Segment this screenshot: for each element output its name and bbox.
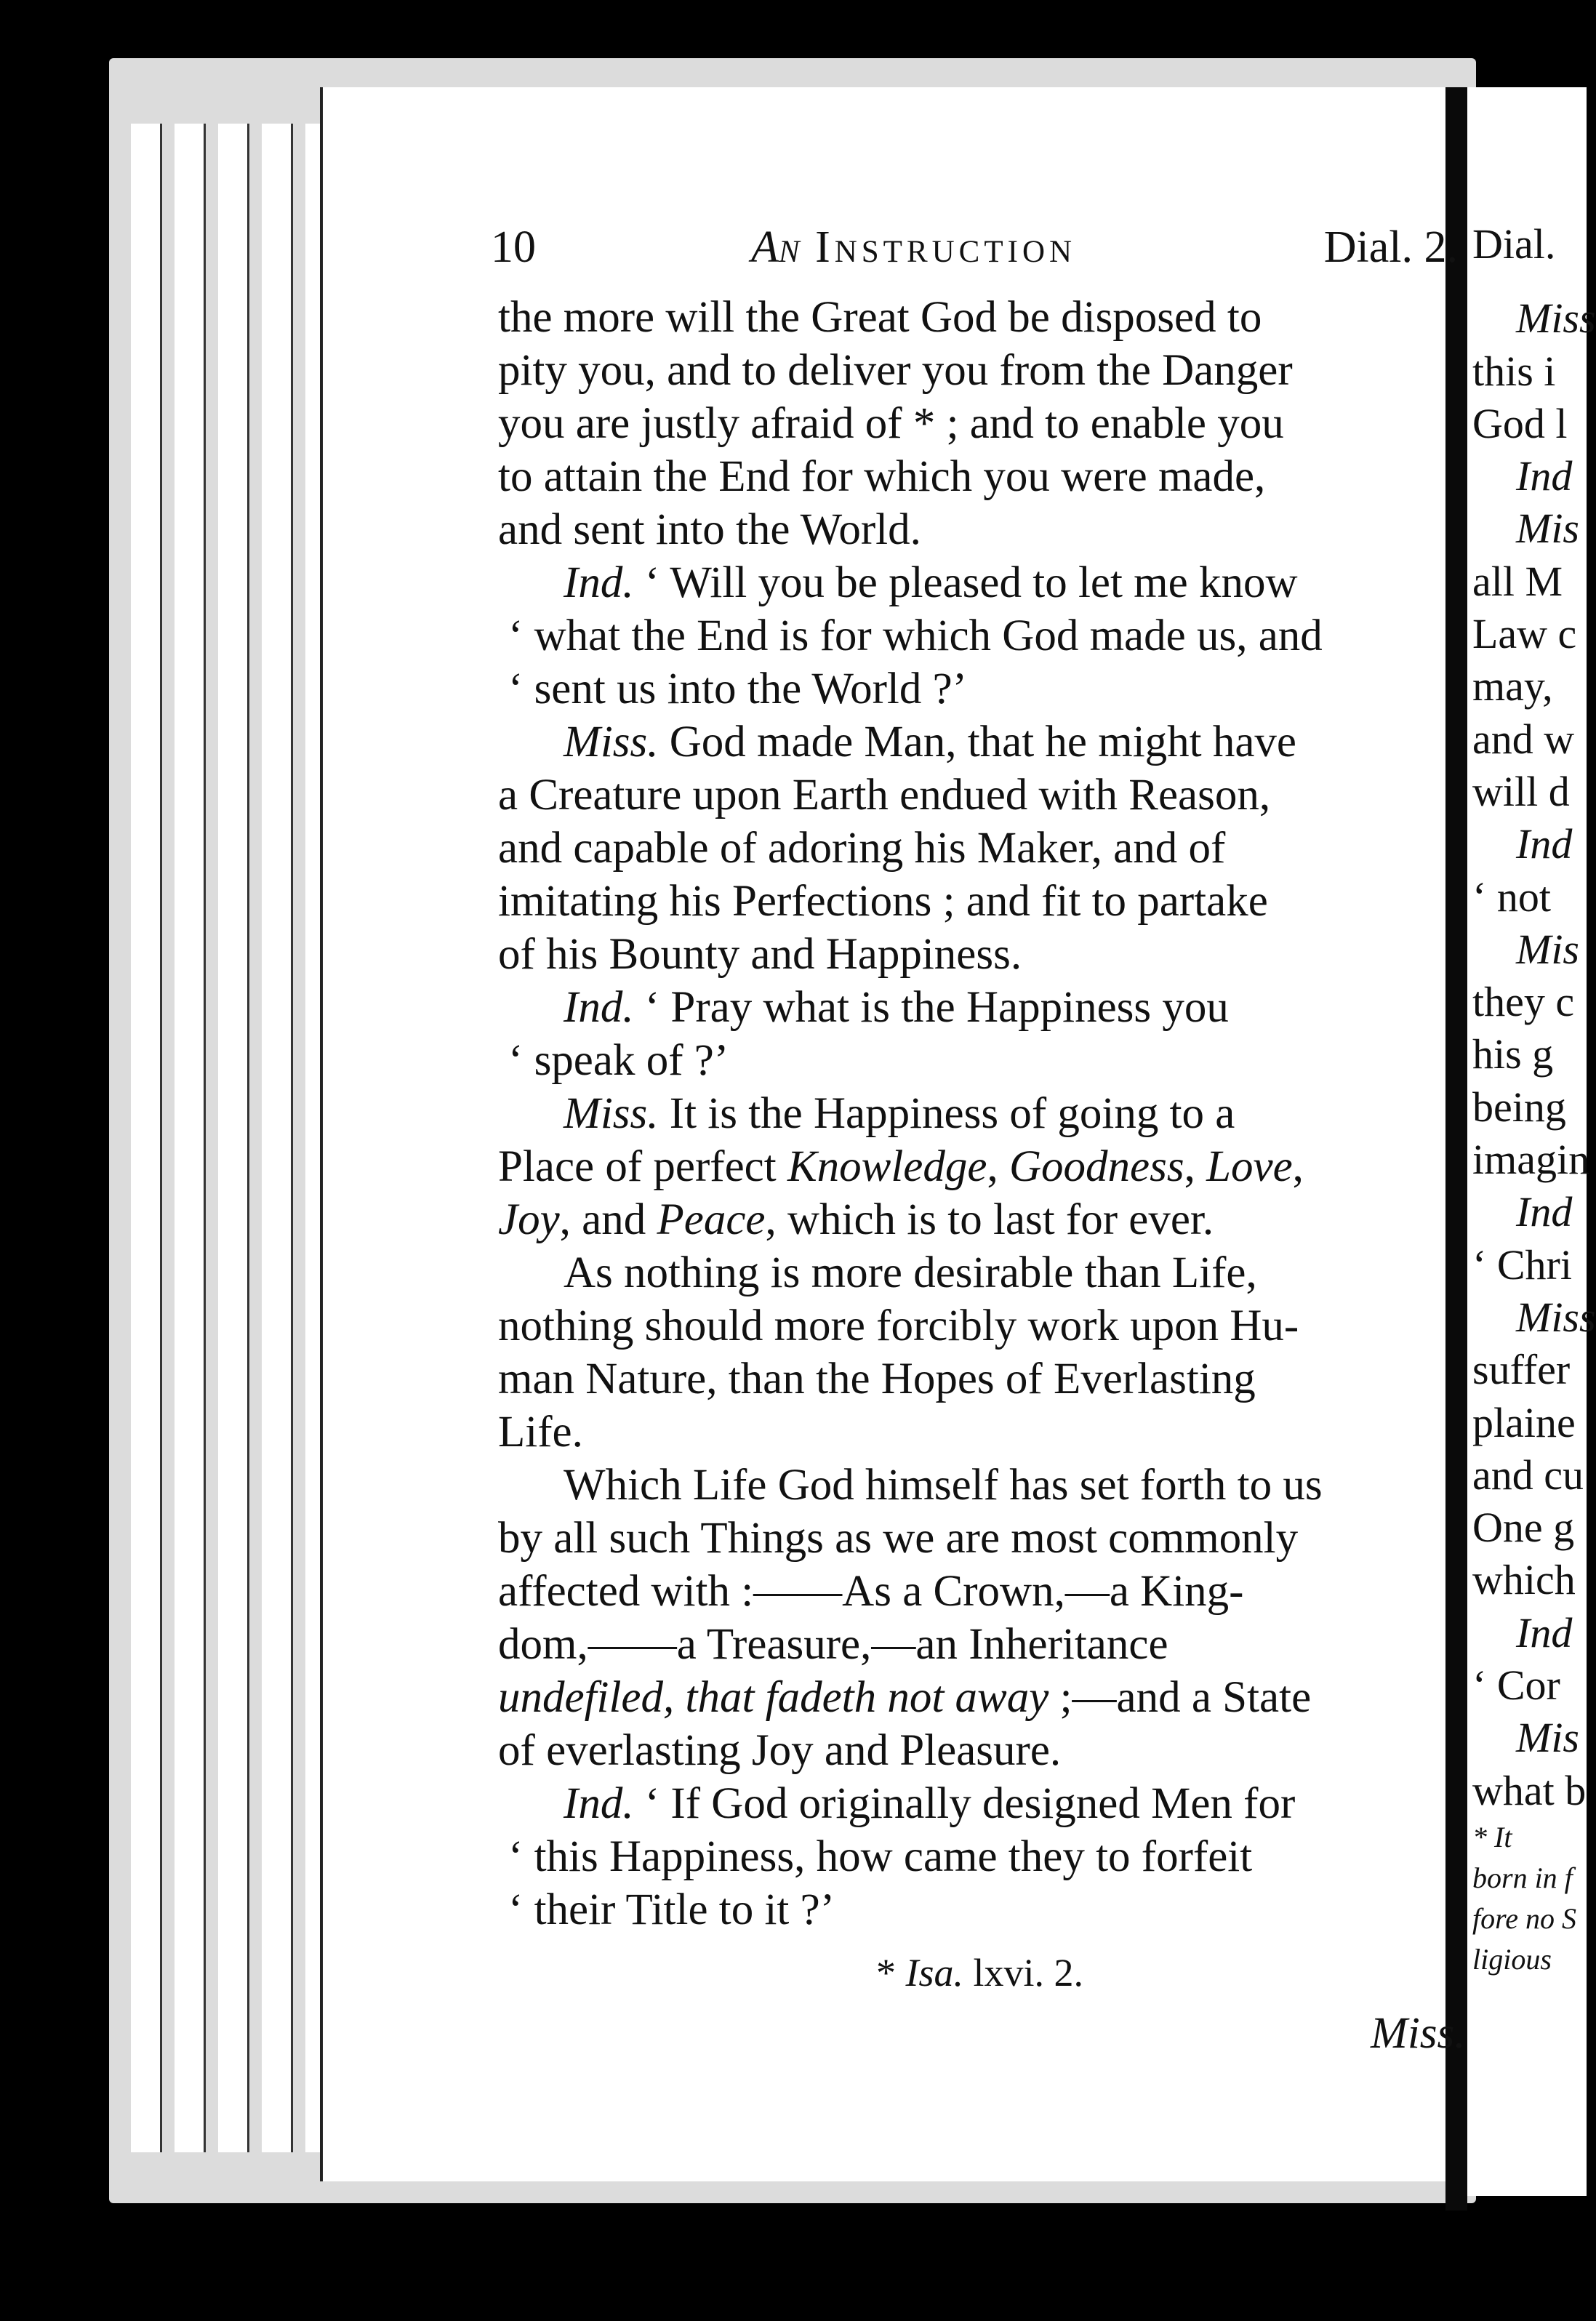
text-line: nothing should more forcibly work upon Hu- [498, 1302, 1299, 1350]
right-text-line: One g [1472, 1504, 1575, 1552]
right-footnote-line: fore no S [1472, 1901, 1576, 1935]
right-footnote-line: born in f [1472, 1861, 1573, 1894]
right-footnote-line: * It [1472, 1820, 1512, 1853]
dialogue-label: Dial. 2. [1323, 223, 1458, 272]
right-page-text [1472, 218, 1596, 1980]
right-text-line: which [1472, 1556, 1576, 1604]
right-footnote-line: ligious [1472, 1942, 1552, 1976]
right-text-line: Ind [1516, 1188, 1573, 1236]
right-text-line: Law c [1472, 610, 1577, 658]
right-text-line: his g [1472, 1030, 1554, 1078]
right-running-head: Dial. [1472, 220, 1556, 268]
speaker-label: Ind. [564, 558, 634, 607]
right-text-line: ‘ Cor [1472, 1661, 1560, 1709]
right-text-line: what b [1472, 1766, 1587, 1814]
text-line: imitating his Perfections ; and fit to partake [498, 877, 1268, 926]
page-body-text [498, 291, 1466, 2060]
text-line: and sent into the World. [498, 505, 921, 554]
text-line: Place of perfect Knowledge, Goodness, Love, [498, 1142, 1304, 1191]
right-text-line: will d [1472, 767, 1570, 815]
running-head [491, 222, 1458, 273]
footnote: * Isa. lxvi. 2. [876, 1951, 1084, 1995]
right-text-line: Ind [1516, 1608, 1573, 1656]
text-line: Ind. ‘ Will you be pleased to let me know [564, 558, 1298, 607]
text-line: man Nature, than the Hopes of Everlasting [498, 1355, 1256, 1403]
right-text-line: ‘ not [1472, 873, 1551, 921]
right-text-line: this i [1472, 347, 1556, 395]
text-line: to attain the End for which you were made, [498, 452, 1266, 501]
right-text-line: all M [1472, 557, 1563, 605]
running-title: An Instruction [751, 223, 1077, 272]
text-line: As nothing is more desirable than Life, [564, 1248, 1257, 1297]
right-text-line: ‘ Chri [1472, 1240, 1572, 1288]
right-text-line: suffer [1472, 1346, 1571, 1394]
right-text-line: they c [1472, 978, 1575, 1026]
text-line: of his Bounty and Happiness. [498, 930, 1022, 979]
text-line: ‘ their Title to it ?’ [508, 1885, 835, 1934]
page-edge [175, 124, 206, 2152]
right-text-line: plaine [1472, 1398, 1576, 1446]
text-line: a Creature upon Earth endued with Reason, [498, 771, 1271, 819]
right-text-line: Mis [1516, 505, 1579, 553]
text-line: the more will the Great God be disposed to [498, 293, 1262, 342]
right-text-line: being [1472, 1083, 1566, 1131]
text-line: Joy, and Peace, which is to last for ever. [498, 1195, 1214, 1244]
text-line: ‘ what the End is for which God made us, and [508, 612, 1323, 660]
speaker-label: Miss. [564, 718, 659, 766]
text-line: ‘ speak of ?’ [508, 1036, 729, 1085]
catchword: Miss. [1371, 2009, 1466, 2058]
page-edge [131, 124, 162, 2152]
right-text-line: Ind [1516, 452, 1573, 500]
text-line: and capable of adoring his Maker, and of [498, 824, 1226, 873]
text-line: ‘ this Happiness, how came they to forfeit [508, 1832, 1253, 1881]
page-number: 10 [491, 223, 536, 272]
text-line: Which Life God himself has set forth to us [564, 1461, 1323, 1510]
text-line: ‘ sent us into the World ?’ [508, 665, 967, 713]
text-line: dom,——a Treasure,—an Inheritance [498, 1620, 1168, 1669]
text-line: Ind. ‘ If God originally designed Men for [564, 1779, 1296, 1828]
right-text-line: God l [1472, 399, 1568, 447]
right-text-line: imagin [1472, 1136, 1590, 1184]
speaker-label: Miss. [564, 1089, 659, 1138]
right-text-line: may, [1472, 662, 1553, 710]
text-line: by all such Things as we are most commonly [498, 1514, 1299, 1563]
right-text-line: Mis [1516, 1714, 1579, 1762]
speaker-label: Ind. [564, 1779, 634, 1828]
text-line: of everlasting Joy and Pleasure. [498, 1726, 1062, 1775]
right-text-line: Ind [1516, 820, 1573, 868]
text-line: you are justly afraid of * ; and to enable you [498, 399, 1284, 448]
text-line: undefiled, that fadeth not away ;—and a State [498, 1673, 1312, 1722]
text-line: pity you, and to deliver you from the Danger [498, 346, 1293, 395]
speaker-label: Ind. [564, 983, 634, 1032]
right-text-line: and cu [1472, 1451, 1584, 1499]
right-text-line: Miss [1516, 294, 1596, 342]
text-line: Miss. God made Man, that he might have [564, 718, 1297, 766]
right-text-line: and w [1472, 715, 1575, 763]
right-text-line: Miss [1516, 1293, 1596, 1341]
text-line: Life. [498, 1408, 583, 1456]
text-line: affected with :——As a Crown,—a King- [498, 1567, 1244, 1616]
page-edge [218, 124, 249, 2152]
page-edge [262, 124, 293, 2152]
text-line: Ind. ‘ Pray what is the Happiness you [564, 983, 1229, 1032]
text-line: Miss. It is the Happiness of going to a [564, 1089, 1235, 1138]
right-text-line: Mis [1516, 925, 1579, 973]
